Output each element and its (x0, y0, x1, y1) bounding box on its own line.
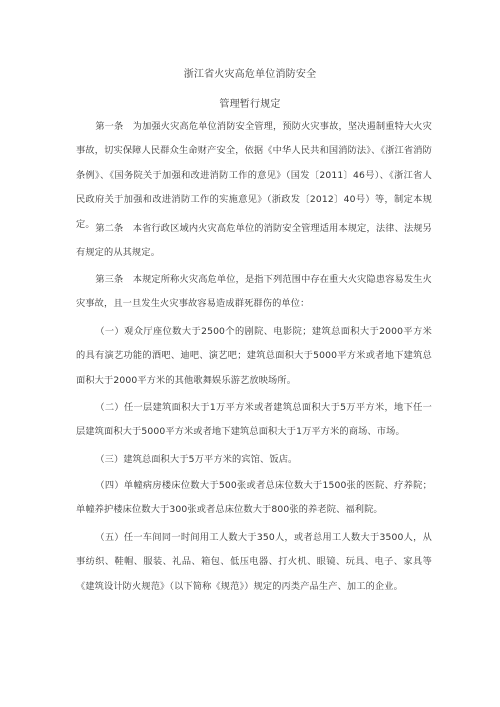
clause-3: （三）建筑总面积大于5万平方米的宾馆、饭店。 (95, 454, 298, 465)
article-3: 第三条 本规定所称火灾高危单位，是指下列范围中存在重大火灾隐患容易发生火灾事故，且一旦发生火灾事故容易造成群死群伤的单位： (76, 274, 432, 310)
clause-5: （五）任一车间同一时间用工人数大于350人，或者总用工人数大于3500人，从事纺织、鞋帽、服装、礼品、箱包、低压电器、打火机、眼镜、玩具、电子、家具等《建筑设计防火规范》（以下简称《规范》）规定的丙类产品生产、加工的企业。 (76, 532, 432, 592)
clause-1: （一）观众厅座位数大于2500个的剧院、电影院；建筑总面积大于2000平方米的具有演艺功能的酒吧、迪吧、演艺吧；建筑总面积大于5000平方米或者地下建筑总面积大于2000平方米的其他歌舞娱乐游艺放映场所。 (76, 326, 432, 386)
article-2: 第二条 本省行政区域内火灾高危单位的消防安全管理适用本规定，法律、法规另有规定的从其规定。 (76, 223, 432, 259)
document-subtitle: 管理暂行规定 (219, 99, 281, 110)
clause-4: （四）单幢病房楼床位数大于500张或者总床位数大于1500张的医院、疗养院；单幢养护楼床位数大于300张或者总床位数大于800张的养老院、福利院。 (76, 480, 432, 516)
article-1: 第一条 为加强火灾高危单位消防安全管理，预防火灾事故，坚决遏制重特大火灾事故，切实保障人民群众生命财产安全，依据《中华人民共和国消防法》、《浙江省消防条例》、《国务院关于加强和改进消防工作的意见》（国发〔2011〕46号）、《浙江省人民政府关于加强和改进消防工作的实施意见》（浙政发〔2012〕40号）等，制定本规定。 (76, 121, 432, 230)
document-title: 浙江省火灾高危单位消防安全 (183, 69, 317, 80)
clause-2: （二）任一层建筑面积大于1万平方米或者建筑总面积大于5万平方米，地下任一层建筑面积大于5000平方米或者地下建筑总面积大于1万平方米的商场、市场。 (76, 402, 432, 438)
